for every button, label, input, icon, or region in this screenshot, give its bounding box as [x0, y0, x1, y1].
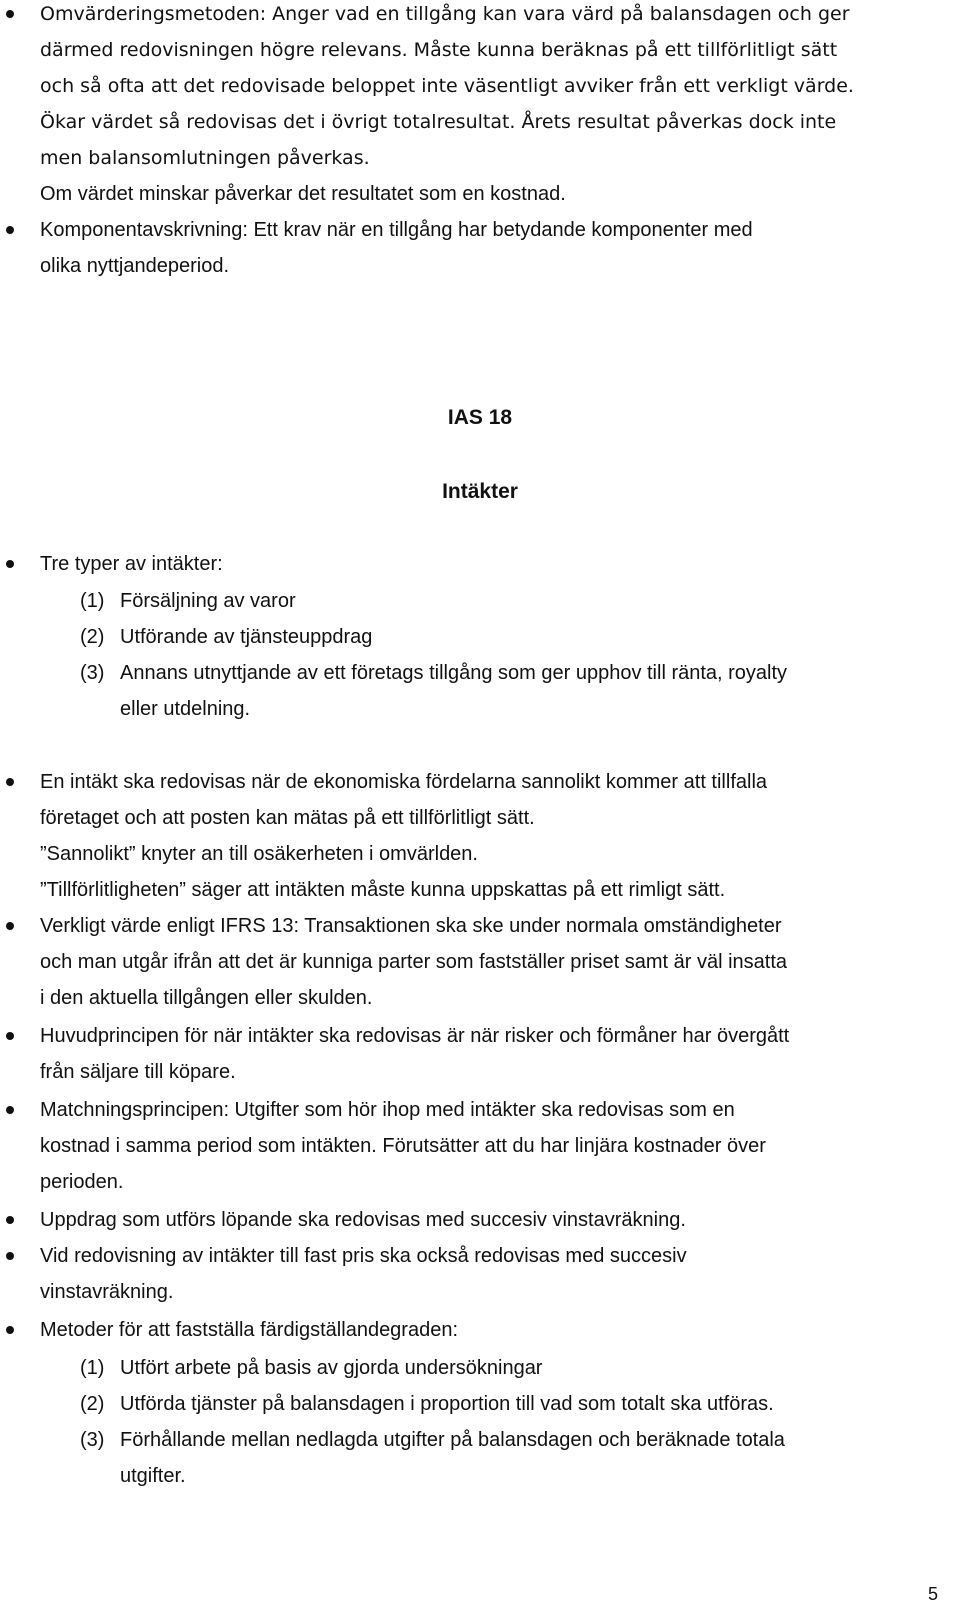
- bullet-marker: [6, 1252, 14, 1260]
- text-line: perioden.: [40, 1171, 124, 1193]
- text-line: olika nyttjandeperiod.: [40, 255, 230, 277]
- text-line: och så ofta att det redovisade beloppet inte väsentligt avviker från ett verkligt värde.: [40, 75, 854, 97]
- list-item: Förhållande mellan nedlagda utgifter på balansdagen och beräknade totala: [120, 1429, 785, 1451]
- list-item: Utförda tjänster på balansdagen i proportion till vad som totalt ska utföras.: [120, 1393, 774, 1415]
- bullet-marker: [6, 1216, 14, 1224]
- list-item: eller utdelning.: [120, 698, 251, 720]
- bullet-marker: [6, 1326, 14, 1334]
- text-line: Om värdet minskar påverkar det resultatet som en kostnad.: [40, 183, 566, 205]
- text-line: ”Tillförlitligheten” säger att intäkten måste kunna uppskattas på ett rimligt sätt.: [40, 879, 726, 901]
- text-line: En intäkt ska redovisas när de ekonomiska fördelarna sannolikt kommer att tillfalla: [40, 771, 768, 793]
- list-item: Försäljning av varor: [120, 590, 296, 612]
- list-number: (2): [80, 626, 105, 648]
- list-number: (1): [80, 590, 105, 612]
- list-item: utgifter.: [120, 1465, 186, 1487]
- page-number: 5: [927, 1584, 938, 1604]
- text-line: vinstavräkning.: [40, 1281, 174, 1303]
- bullet-marker: [6, 1032, 14, 1040]
- text-line: från säljare till köpare.: [40, 1061, 236, 1083]
- section-title: IAS 18: [447, 406, 513, 429]
- text-line: Komponentavskrivning: Ett krav när en tillgång har betydande komponenter med: [40, 219, 753, 241]
- text-line: men balansomlutningen påverkas.: [40, 147, 370, 169]
- list-item: Annans utnyttjande av ett företags tillgång som ger upphov till ränta, royalty: [120, 662, 788, 684]
- list-number: (3): [80, 662, 105, 684]
- bullet-marker: [6, 560, 14, 568]
- text-line: Vid redovisning av intäkter till fast pris ska också redovisas med succesiv: [40, 1245, 687, 1267]
- bullet-marker: [6, 226, 14, 234]
- text-line: Verkligt värde enligt IFRS 13: Transaktionen ska ske under normala omständigheter: [40, 915, 782, 937]
- text-line: Metoder för att fastställa färdigställandegraden:: [40, 1319, 459, 1341]
- bullet-marker: [6, 1106, 14, 1114]
- text-line: kostnad i samma period som intäkten. Förutsätter att du har linjära kostnader över: [40, 1135, 766, 1157]
- text-line: ”Sannolikt” knyter an till osäkerheten i omvärlden.: [40, 843, 478, 865]
- bullet-marker: [6, 922, 14, 930]
- list-item: Utfört arbete på basis av gjorda undersökningar: [120, 1357, 543, 1379]
- list-intro: Tre typer av intäkter:: [40, 553, 223, 575]
- text-line: Matchningsprincipen: Utgifter som hör ihop med intäkter ska redovisas som en: [40, 1099, 735, 1121]
- text-line: företaget och att posten kan mätas på ett tillförlitligt sätt.: [40, 807, 535, 829]
- list-number: (3): [80, 1429, 105, 1451]
- text-line: och man utgår ifrån att det är kunniga parter som fastställer priset samt är väl insatta: [40, 951, 788, 973]
- bullet-marker: [6, 778, 14, 786]
- list-item: Utförande av tjänsteuppdrag: [120, 626, 373, 648]
- text-line: Omvärderingsmetoden: Anger vad en tillgång kan vara värd på balansdagen och ger: [40, 3, 850, 25]
- list-number: (2): [80, 1393, 105, 1415]
- text-line: Uppdrag som utförs löpande ska redovisas med succesiv vinstavräkning.: [40, 1209, 686, 1231]
- text-line: Huvudprincipen för när intäkter ska redovisas är när risker och förmåner har övergått: [40, 1025, 790, 1047]
- bullet-marker: [6, 10, 14, 18]
- section-subtitle: Intäkter: [442, 480, 518, 503]
- text-line: därmed redovisningen högre relevans. Måste kunna beräknas på ett tillförlitligt sätt: [40, 39, 838, 61]
- text-line: i den aktuella tillgången eller skulden.: [40, 987, 373, 1009]
- list-number: (1): [80, 1357, 105, 1379]
- text-line: Ökar värdet så redovisas det i övrigt totalresultat. Årets resultat påverkas dock inte: [40, 111, 837, 133]
